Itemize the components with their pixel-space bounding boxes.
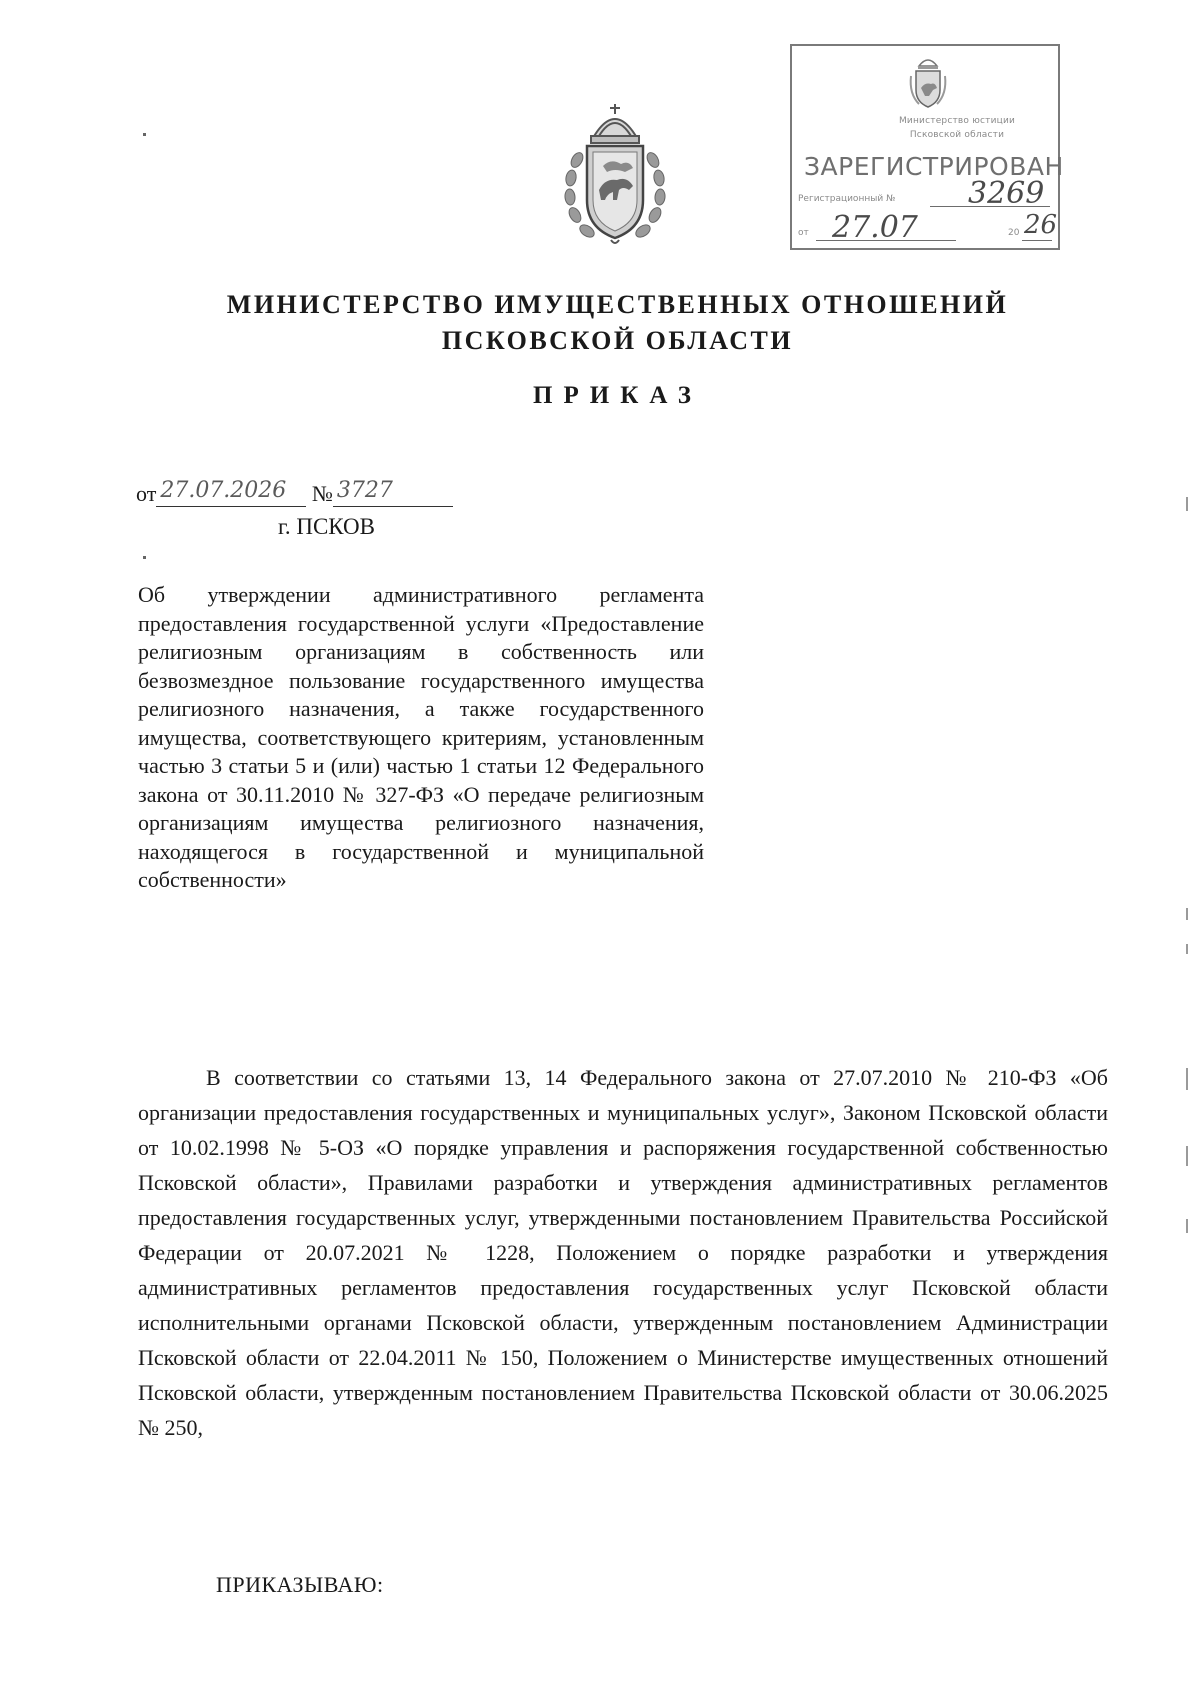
scan-edge-mark — [1186, 497, 1188, 511]
order-date-value: 27.07.2026 — [160, 478, 287, 503]
order-date-prefix: от — [136, 481, 157, 506]
stamp-title: ЗАРЕГИСТРИРОВАН — [804, 152, 1064, 181]
order-number-prefix: № — [311, 481, 333, 506]
coat-of-arms-icon — [555, 100, 675, 250]
order-reference-line — [136, 478, 453, 507]
stamp-org-line1: Министерство юстиции — [898, 116, 1016, 126]
ministry-line-2: ПСКОВСКОЙ ОБЛАСТИ — [441, 326, 794, 355]
order-subject: Об утверждении административного регламента предоставления государственной услуги «Предоставление религиозным организациям в собственность или безвозмездное пользование государственного имущества религиозного назначения, а также государственного имущества, соответствующего критериям, установленным частью 3 статьи 5 и (или) частью 1 статьи 12 Федерального закона от 30.11.2010 № 327-ФЗ «О передаче религиозным организациям имущества религиозного назначения, находящегося в государственной и муниципальной собственности» — [138, 582, 704, 892]
scan-dot — [143, 556, 146, 559]
registration-stamp — [790, 44, 1064, 250]
order-date-field — [156, 478, 306, 507]
order-preamble: В соответствии со статьями 13, 14 Федерального закона от 27.07.2010 № 210-ФЗ «Об организации предоставления государственных и муниципальных услуг», Законом Псковской области от 10.02.1998 № 5-ОЗ «О порядке управления и распоряжения государственной собственностью Псковской области», Правилами разработки и утверждения административных регламентов предоставления государственных услуг, утвержденными постановлением Правительства Российской Федерации от 20.07.2021 № 1228, Положением о порядке разработки и утверждения административных регламентов предоставления государственных услуг Псковской области исполнительными органами Псковской области, утвержденным постановлением Администрации Псковской области от 22.04.2011 № 150, Положением о Министерстве имущественных отношений Псковской области, утвержденным постановлением Правительства Псковской области от 30.06.2025 № 250, — [138, 1065, 1108, 1440]
scan-edge-mark — [1186, 1146, 1188, 1166]
order-city: г. ПСКОВ — [278, 514, 376, 539]
stamp-date-prefix: от — [798, 228, 809, 238]
stamp-crest-icon — [907, 54, 949, 110]
stamp-year-value: 26 — [1024, 210, 1058, 240]
stamp-year-prefix: 20 — [1008, 228, 1020, 238]
scan-edge-mark — [1186, 944, 1188, 954]
stamp-date-value: 27.07 — [832, 210, 918, 245]
order-number-value: 3727 — [336, 478, 393, 503]
scan-edge-mark — [1186, 1219, 1188, 1233]
stamp-org-line2: Псковской области — [909, 130, 1005, 140]
stamp-reg-number-row — [798, 176, 1056, 211]
stamp-reg-number: 3269 — [968, 176, 1045, 211]
ministry-line-1: МИНИСТЕРСТВО ИМУЩЕСТВЕННЫХ ОТНОШЕНИЙ — [226, 290, 1009, 319]
ministry-heading — [180, 287, 1055, 359]
stamp-date-row — [798, 210, 1058, 245]
decree-word: ПРИКАЗЫВАЮ: — [216, 1572, 384, 1597]
scan-edge-mark — [1186, 1068, 1188, 1090]
scan-dot — [143, 133, 146, 136]
stamp-reg-label: Регистрационный № — [798, 194, 896, 204]
scan-edge-mark — [1186, 908, 1188, 920]
order-number-field — [333, 478, 453, 507]
stamp-year-line — [1022, 240, 1052, 241]
document-type: ПРИКАЗ — [533, 382, 702, 409]
